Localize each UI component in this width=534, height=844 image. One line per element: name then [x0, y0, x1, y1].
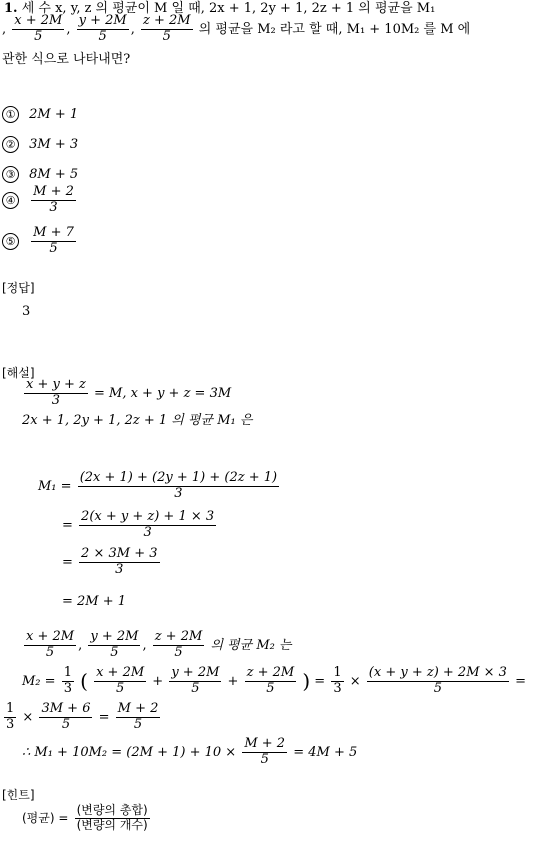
choice-mark-4: ④ — [2, 192, 19, 209]
m1-line-2: = $\frac{2(x + y + z) + 1 \times 3}{3}$ — [62, 509, 215, 540]
m2-line-1: M₂ = $\frac{1}{3}$ ( $\frac{x + 2M}{5}$ + $\frac{y + 2M}{5}$ + $\frac{z + 2M}{5}$ ) = $\frac{1}{3}$ × $\frac{(x + y + z) + 2M \times 3}{5}$ = — [22, 665, 526, 696]
m2-line-2: $\frac{1}{3}$ × $\frac{3M + 6}{5}$ = $\frac{M + 2}{5}$ — [6, 701, 159, 732]
choice-mark-1: ① — [2, 106, 19, 123]
conclusion: ∴ M₁ + 10M₂ = (2M + 1) + 10 × $\frac{M + 2}{5}$ = 4M + 5 — [22, 736, 358, 767]
choice-mark-3: ③ — [2, 166, 19, 183]
question-line-2: , $\frac{x + 2M}{5}$ , $\frac{y + 2M}{5}$ , $\frac{z + 2M}{5}$ 의 평균을 M₂ 라고 할 때, M₁ + 10M₂ 를 M 에 — [2, 13, 471, 44]
question-line-3: 관한 식으로 나타내면? — [2, 52, 131, 67]
answer-value: 3 — [22, 304, 31, 319]
hint-formula: (평균) = $\frac{\text{(변량의 총합)}}{\text{(변량의 개수)}}$ — [22, 803, 148, 832]
frac-z-2m: $\frac{z + 2M}{5}$ — [142, 13, 191, 44]
choice-4[interactable]: ④ $\frac{M + 2}{3}$ — [2, 185, 78, 216]
frac-y-2m: $\frac{y + 2M}{5}$ — [78, 13, 127, 44]
question-text-1: 세 수 x, y, z 의 평균이 M 일 때, 2x + 1, 2y + 1, 2z + 1 의 평균을 M₁ — [21, 1, 436, 16]
choice-5[interactable]: ⑤ $\frac{M + 7}{5}$ — [2, 226, 78, 257]
answer-label: [정답] — [2, 281, 35, 295]
m1-line-3: = $\frac{2 \times 3M + 3}{3}$ — [62, 546, 158, 577]
solution-step-2: 2x + 1, 2y + 1, 2z + 1 의 평균 M₁ 은 — [22, 413, 253, 428]
choice-mark-5: ⑤ — [2, 233, 19, 250]
solution-step-3: $\frac{x + 2M}{5}$ , $\frac{y + 2M}{5}$ , $\frac{z + 2M}{5}$ 의 평균 M₂ 는 — [26, 629, 292, 660]
question-text-2: 의 평균을 M₂ 라고 할 때, M₁ + 10M₂ 를 M 에 — [198, 21, 471, 37]
choice-mark-2: ② — [2, 136, 19, 153]
choice-1[interactable]: ① 2M + 1 — [2, 106, 78, 123]
m1-line-1: M₁ = $\frac{(2x + 1) + (2y + 1) + (2z + 1)}{3}$ — [38, 470, 278, 501]
solution-step-1: $\frac{x + y + z}{3}$ = M, x + y + z = 3M — [26, 377, 232, 408]
choice-3[interactable]: ③ 8M + 5 — [2, 166, 78, 183]
question-number: 1. — [4, 1, 18, 16]
solution-label: [해설] — [2, 366, 35, 380]
hint-label: [힌트] — [2, 788, 35, 802]
m1-line-4: = 2M + 1 — [62, 594, 127, 609]
choice-2[interactable]: ② 3M + 3 — [2, 136, 78, 153]
frac-x-2m: $\frac{x + 2M}{5}$ — [14, 13, 63, 44]
